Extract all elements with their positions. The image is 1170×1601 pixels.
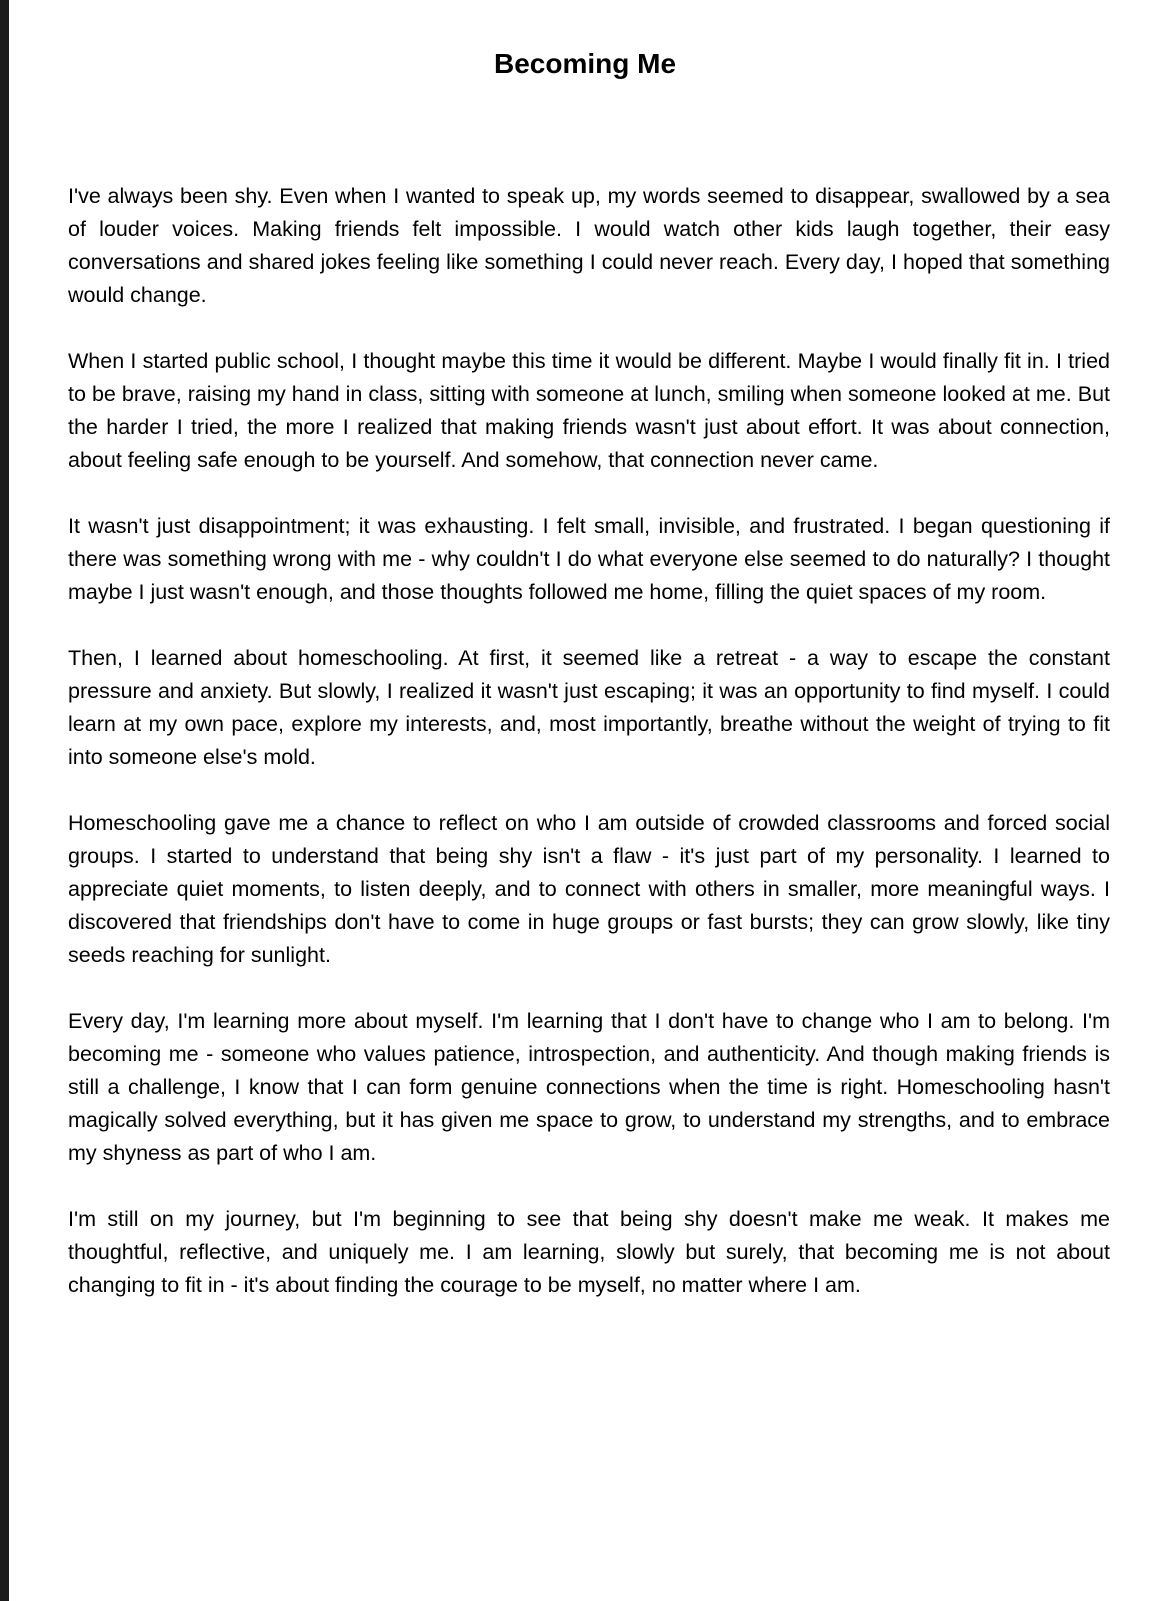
document-body: [68, 180, 1110, 1335]
paragraph-5: Homeschooling gave me a chance to reflect on who I am outside of crowded classrooms and forced social groups. I started to understand that being shy isn't a flaw - it's just part of my personality. I learned to appreciate quiet moments, to listen deeply, and to connect with others in smaller, more meaningful ways. I discovered that friendships don't have to come in huge groups or fast bursts; they can grow slowly, like tiny seeds reaching for sunlight.: [68, 811, 1110, 967]
paragraph-4: Then, I learned about homeschooling. At first, it seemed like a retreat - a way to escape the constant pressure and anxiety. But slowly, I realized it wasn't just escaping; it was an opportunity to find myself. I could learn at my own pace, explore my interests, and, most importantly, breathe without the weight of trying to fit into someone else's mold.: [68, 646, 1110, 769]
paragraph-3: It wasn't just disappointment; it was exhausting. I felt small, invisible, and frustrated. I began questioning if there was something wrong with me - why couldn't I do what everyone else seemed to do naturally? I thought maybe I just wasn't enough, and those thoughts followed me home, filling the quiet spaces of my room.: [68, 514, 1110, 604]
document-title: Becoming Me: [493, 48, 677, 79]
paragraph-1: I've always been shy. Even when I wanted to speak up, my words seemed to disappear, swallowed by a sea of louder voices. Making friends felt impossible. I would watch other kids laugh together, their easy conversations and shared jokes feeling like something I could never reach. Every day, I hoped that something would change.: [68, 184, 1110, 307]
document-page: [9, 0, 1170, 1601]
paragraph-6: Every day, I'm learning more about myself. I'm learning that I don't have to change who I am to belong. I'm becoming me - someone who values patience, introspection, and authenticity. And though making friends is still a challenge, I know that I can form genuine connections when the time is right. Homeschooling hasn't magically solved everything, but it has given me space to grow, to understand my strengths, and to embrace my shyness as part of who I am.: [68, 1009, 1110, 1165]
paragraph-2: When I started public school, I thought maybe this time it would be different. Maybe I would finally fit in. I tried to be brave, raising my hand in class, sitting with someone at lunch, smiling when someone looked at me. But the harder I tried, the more I realized that making friends wasn't just about effort. It was about connection, about feeling safe enough to be yourself. And somehow, that connection never came.: [68, 349, 1110, 472]
paragraph-7: I'm still on my journey, but I'm beginning to see that being shy doesn't make me weak. It makes me thoughtful, reflective, and uniquely me. I am learning, slowly but surely, that becoming me is not about changing to fit in - it's about finding the courage to be myself, no matter where I am.: [68, 1207, 1110, 1297]
